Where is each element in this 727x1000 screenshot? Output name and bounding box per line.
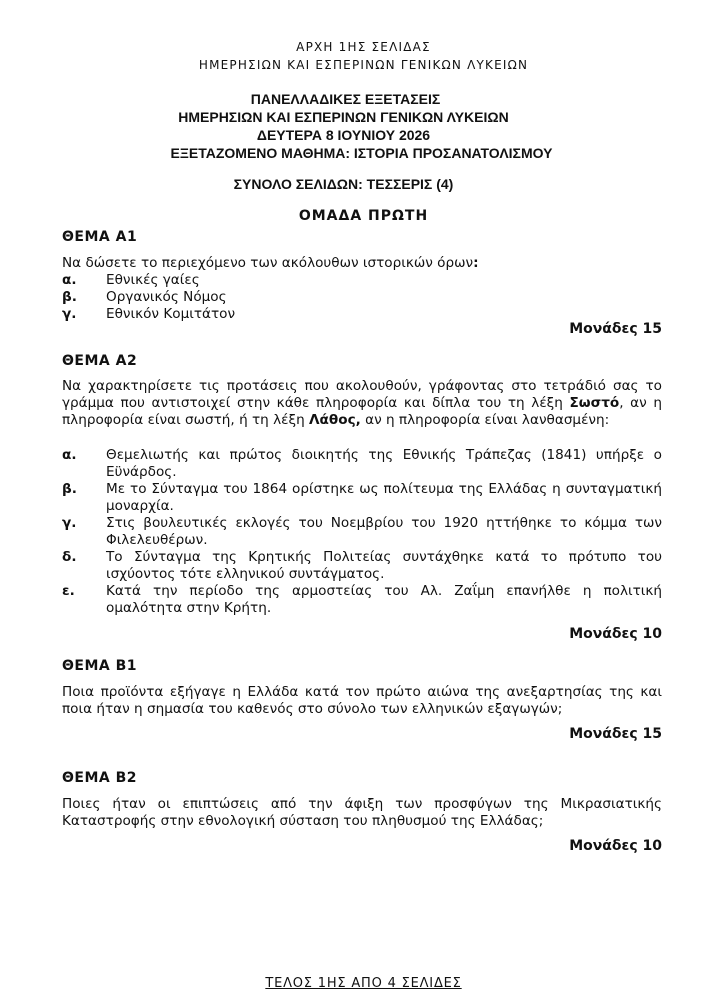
exam-page-count: ΣΥΝΟΛΟ ΣΕΛΙΔΩΝ: ΤΕΣΣΕΡΙΣ (4) (233, 176, 454, 192)
theme-a2-intro-part3: αν η πληροφορία είναι λανθασμένη: (360, 412, 610, 428)
exam-school-type: ΗΜΕΡΗΣΙΩΝ ΚΑΙ ΕΣΠΕΡΙΝΩΝ ΓΕΝΙΚΩΝ ΛΥΚΕΙΩΝ (178, 109, 509, 125)
theme-a2-list (62, 447, 662, 617)
list-item (62, 447, 662, 481)
group-title: ΟΜΑΔΑ ΠΡΩΤΗ (298, 208, 429, 224)
page-start-header: ΑΡΧΗ 1ΗΣ ΣΕΛΙΔΑΣ (296, 40, 431, 54)
page-end-label: ΤΕΛΟΣ 1ΗΣ ΑΠΟ 4 ΣΕΛΙΔΕΣ (265, 976, 462, 991)
theme-b1-question: Ποια προϊόντα εξήγαγε η Ελλάδα κατά τον πρώτο αιώνα της ανεξαρτησίας της και ποια ήταν η σημασία του καθενός στο σύνολο των ελληνικών εξαγωγών; (62, 684, 662, 717)
theme-b2-marks: Μονάδες 10 (569, 838, 662, 854)
list-item (62, 289, 662, 306)
item-marker: β. (62, 481, 77, 497)
theme-a2-intro (62, 378, 662, 429)
theme-b2-question: Ποιες ήταν οι επιπτώσεις από την άφιξη των προσφύγων της Μικρασιατικής Καταστροφής στην εθνολογική σύσταση του πληθυσμού της Ελλάδας; (62, 796, 662, 829)
item-text: Εθνικές γαίες (106, 272, 200, 288)
item-marker: γ. (62, 515, 77, 531)
exam-date: ΔΕΥΤΕΡΑ 8 ΙΟΥΝΙΟΥ 2026 (256, 127, 431, 143)
theme-a1-list (62, 272, 662, 323)
theme-a1-marks: Μονάδες 15 (569, 321, 662, 337)
theme-a2-intro-part2: , αν η πληροφορία είναι σωστή, ή τη λέξη (62, 395, 662, 428)
theme-a1-intro-colon: : (473, 255, 479, 271)
theme-a2-marks: Μονάδες 10 (569, 626, 662, 642)
item-text: Το Σύνταγμα της Κρητικής Πολιτείας συντάχθηκε κατά το πρότυπο του ισχύοντος τότε ελληνικού συντάγματος. (106, 549, 662, 582)
item-marker: δ. (62, 549, 77, 565)
item-text: Θεμελιωτής και πρώτος διοικητής της Εθνικής Τράπεζας (1841) υπήρξε ο Εϋνάρδος. (106, 447, 662, 480)
item-text: Εθνικόν Κομιτάτον (106, 306, 236, 322)
theme-b1-heading: ΘΕΜΑ Β1 (62, 658, 138, 674)
theme-a1-heading: ΘΕΜΑ Α1 (62, 229, 138, 245)
item-marker: ε. (62, 583, 75, 599)
theme-a1-intro-text: Να δώσετε το περιεχόμενο των ακόλουθων ιστορικών όρων (62, 255, 474, 271)
list-item (62, 583, 662, 617)
item-text: Κατά την περίοδο της αρμοστείας του Αλ. Ζαΐμη επανήλθε η πολιτική ομαλότητα στην Κρήτη. (106, 583, 662, 616)
list-item (62, 272, 662, 289)
item-text: Με το Σύνταγμα του 1864 ορίστηκε ως πολίτευμα της Ελλάδας η συνταγματική μοναρχία. (106, 481, 662, 514)
theme-b2-heading: ΘΕΜΑ Β2 (62, 770, 138, 786)
exam-subject: ΕΞΕΤΑΖΟΜΕΝΟ ΜΑΘΗΜΑ: ΙΣΤΟΡΙΑ ΠΡΟΣΑΝΑΤΟΛΙΣΜΟΥ (170, 145, 553, 161)
word-wrong: Λάθος, (309, 412, 361, 428)
school-type-header: ΗΜΕΡΗΣΙΩΝ ΚΑΙ ΕΣΠΕΡΙΝΩΝ ΓΕΝΙΚΩΝ ΛΥΚΕΙΩΝ (198, 58, 529, 72)
item-marker: α. (62, 447, 77, 463)
theme-b1-marks: Μονάδες 15 (569, 726, 662, 742)
exam-title: ΠΑΝΕΛΛΑΔΙΚΕΣ ΕΞΕΤΑΣΕΙΣ (250, 91, 441, 107)
item-marker: γ. (62, 306, 77, 322)
item-text: Στις βουλευτικές εκλογές του Νοεμβρίου του 1920 ηττήθηκε το κόμμα των Φιλελευθέρων. (106, 515, 662, 548)
list-item (62, 515, 662, 549)
theme-a1-intro (62, 255, 662, 272)
item-marker: α. (62, 272, 77, 288)
theme-a2-heading: ΘΕΜΑ Α2 (62, 353, 138, 369)
list-item (62, 549, 662, 583)
item-marker: β. (62, 289, 77, 305)
theme-a2-intro-part1: Να χαρακτηρίσετε τις προτάσεις που ακολουθούν, γράφοντας στο τετράδιό σας το γράμμα που αντιστοιχεί στην κάθε πληροφορία και δίπλα του τη λέξη (62, 378, 662, 411)
item-text: Οργανικός Νόμος (106, 289, 227, 305)
word-correct: Σωστό (569, 395, 620, 411)
page-footer (0, 976, 727, 991)
list-item (62, 481, 662, 515)
